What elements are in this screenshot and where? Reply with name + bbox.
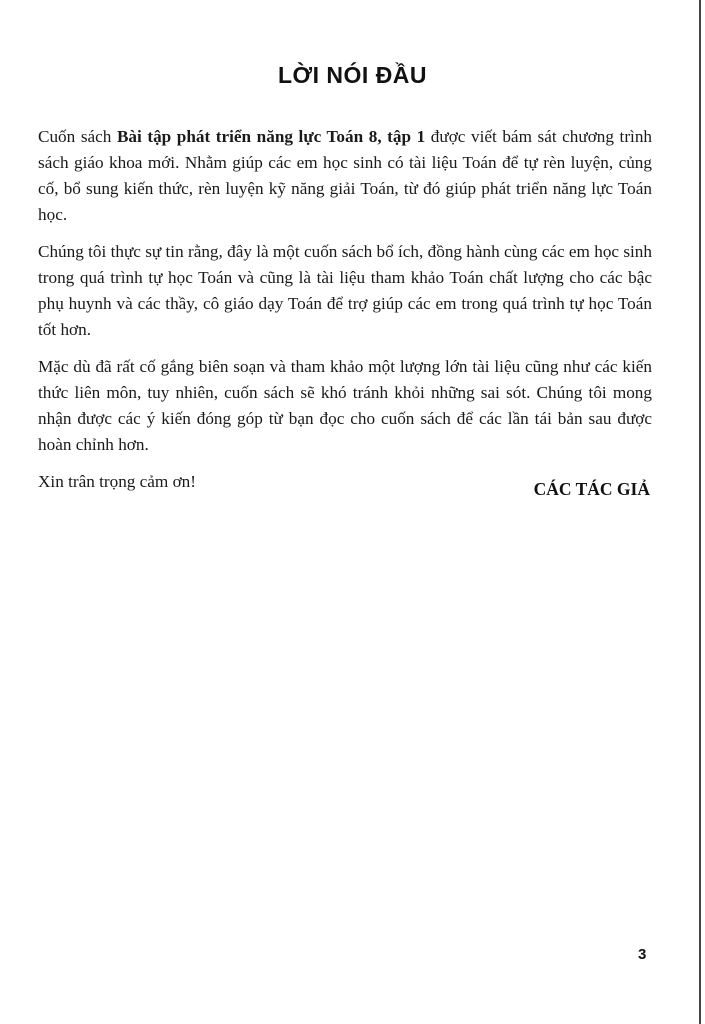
- authors-signature: CÁC TÁC GIẢ: [533, 479, 650, 499]
- page-number: 3: [638, 946, 647, 963]
- paragraph-feedback: Mặc dù đã rất cố gắng biên soạn và tham khảo một lượng lớn tài liệu cũng như các kiến thức liên môn, tuy nhiên, cuốn sách sẽ khó tránh khỏi những sai sót. Chúng tôi mong nhận được các ý kiến đóng góp từ bạn đọc cho cuốn sách để các lần tái bản sau được hoàn chỉnh hơn.: [38, 357, 652, 454]
- intro-prefix: Cuốn sách: [38, 127, 117, 146]
- paragraph-intro: [38, 124, 652, 228]
- paragraph-belief: Chúng tôi thực sự tin rằng, đây là một cuốn sách bổ ích, đồng hành cùng các em học sinh trong quá trình tự học Toán và cũng là tài liệu tham khảo Toán chất lượng cho các bậc phụ huynh và các thầy, cô giáo dạy Toán để trợ giúp các em trong quá trình tự học Toán tốt hơn.: [38, 242, 652, 339]
- page-title: LỜI NÓI ĐẦU: [277, 62, 428, 88]
- paragraph-thanks: Xin trân trọng cảm ơn!: [38, 472, 197, 491]
- book-title: Bài tập phát triển năng lực Toán 8, tập 1: [116, 127, 426, 146]
- preface-body: [38, 124, 652, 506]
- page-edge-line: [699, 0, 701, 1024]
- intro-suffix: được viết bám sát chương trình sách giáo khoa mới. Nhằm giúp các em học sinh có tài liệu Toán để tự rèn luyện, củng cố, bổ sung kiến thức, rèn luyện kỹ năng giải Toán, từ đó giúp phát triển năng lực Toán học.: [38, 127, 653, 224]
